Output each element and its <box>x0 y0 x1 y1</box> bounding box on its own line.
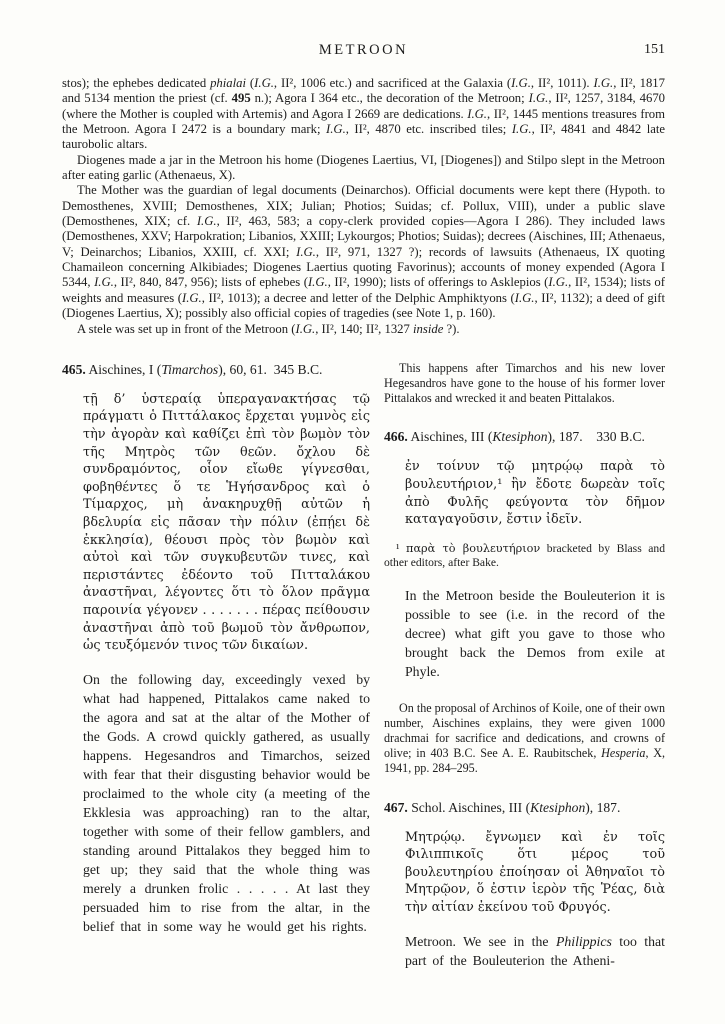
left-column <box>62 361 370 970</box>
intro-paragraph: A stele was set up in front of the Metroon (I.G., II², 140; II², 1327 inside ?). <box>77 321 460 336</box>
right-column <box>384 361 665 970</box>
page-number: 151 <box>644 42 665 57</box>
entry-467-translation: Metroon. We see in the Philippics too that part of the Bouleuterion the Atheni- <box>405 933 665 968</box>
entry-466 <box>384 428 665 776</box>
entry-467-heading: 467. Schol. Aischines, III (Ktesiphon), 187. <box>384 799 621 815</box>
entry-466-greek-quote: ἐν τοίνυν τῷ μητρῴῳ παρὰ τὸ βουλευτήριον,¹ ἣν ἔδοτε δωρεὰν τοῖς ἀπὸ Φυλῆς φεύγοντα τὸν δῆμον καταγαγοῦσιν, ἔστιν ἰδεῖν. <box>405 459 665 528</box>
intro-paragraph: The Mother was the guardian of legal documents (Deinarchos). Official documents were kept there (Hypoth. to Demosthenes, XVIII; Demosthenes, XIX; Julian; Photios; Suidas; cf. Pollux, VIII), under a public slave (Demosthenes, XIX; cf. I.G., II², 463, 583; a copy-clerk provided copies—Agora I 286). They included laws (Demosthenes, XXV; Harpokration; Libanios, XXIII; Lykourgos; Photios; Suidas); decrees (Aischines, III; Athenaeus, V; Deinarchos; Libanios, XXIII, cf. XXI; I.G., II², 971, 1327 ?); records of lawsuits (Athenaeus, IX quoting Chamaileon concerning Alkibiades; Diogenes Laertius quoting Favorinus); accounts of money expended (Agora I 5344, I.G., II², 840, 847, 956); lists of ephebes (I.G., II², 1990); lists of offerings to Asklepios (I.G., II², 1534); lists of weights and measures (I.G., II², 1013); a decree and letter of the Delphic Amphiktyons (I.G., II², 1132); a deed of gift (Diogenes Laertius, X); possibly also official copies of tragedies (see Note 1, p. 160). <box>62 183 666 321</box>
entry-465-commentary-note: This happens after Timarchos and his new lover Hegesandros have gone to the house of his former lover Pittalakos and wrecked it and beaten Pittalakos. <box>384 360 665 406</box>
entry-465-translation: On the following day, exceedingly vexed by what had happened, Pittalakos came naked to the agora and sat at the altar of the Mother of the Gods. A crowd quickly gathered, as usually happens. Hegesandros and Timarchos, seized with fear that their disgusting behavior would be proclaimed to the whole city (a meeting of the Ekklesia was approaching) ran to the altar, together with some of their fellow gamblers, and standing around Pittalakos they begged him to get up; they said that the whole thing was merely a drunken frolic . . . . . At last they persuaded him to rise from the altar, in the belief that in some way he would get his rights. <box>83 671 370 934</box>
entry-465-greek-quote: τῇ δ’ ὑστεραίᾳ ὑπεραγανακτήσας τῷ πράγματι ὁ Πιττάλακος ἔρχεται γυμνὸς εἰς τὴν ἀγορὰν καὶ καθίζει ἐπὶ τὸν βωμὸν τὸν τῆς Μητρὸς τῶν θεῶν. ὄχλου δὲ συνδραμόντος, οἷον εἴωθε γίγνεσθαι, φοβηθέντες ὅ τε Ἡγήσανδρος καὶ ὁ Τίμαρχος, μὴ ἀνακηρυχθῇ αὐτῶν ἡ βδελυρία εἰς πᾶσαν τὴν πόλιν (ἐπῄει δὲ ἐκκλησία), θέουσι πρὸς τὸν βωμὸν καὶ αὐτοὶ καὶ τῶν συγκυβευτῶν τινες, καὶ περιστάντες ἐδέοντο τοῦ Πιτταλάκου ἀναστῆναι, λέγοντες ὅτι τὸ ὅλον πρᾶγμα παροινία γέγονεν . . . . . . . πέρας πείθουσιν ἀναστῆναι ἀπὸ τοῦ βωμοῦ τὸν ἄνθρωπον, ὡς τευξόμενόν τινος τῶν δικαίων. <box>83 391 370 654</box>
entry-466-commentary-note: On the proposal of Archinos of Koile, one of their own number, Aischines explains, they were given 1000 drachmai for sacrifice and dedications, and crowns of olive; in 403 B.C. See A. E. Raubitschek, Hesperia, X, 1941, pp. 284–295. <box>384 700 665 776</box>
entry-467 <box>384 799 665 970</box>
intro-section <box>62 76 665 337</box>
entry-467-greek-quote: Μητρῴῳ. ἔγνωμεν καὶ ἐν τοῖς Φιλιππικοῖς ὅτι μέρος τοῦ βουλευτηρίου ἐποίησαν οἱ Ἀθηναῖοι τὸ Μητρῷον, ὅ ἐστιν ἱερὸν τῆς Ῥέας, διὰ τὴν αἰτίαν ἐκείνου τοῦ Φρυγός. <box>405 829 665 916</box>
intro-paragraph: stos); the ephebes dedicated phialai (I.G., II², 1006 etc.) and sacrificed at the Galaxia (I.G., II², 1011). I.G., II², 1817 and 5134 mention the priest (cf. 495 n.); Agora I 364 etc., the decoration of the Metroon; I.G., II², 1257, 3184, 4670 (where the Mother is coupled with Artemis) and Agora I 2669 are dedications. I.G., II², 1445 mentions treasures from the Metroon. Agora I 2472 is a boundary mark; I.G., II², 4870 etc. inscribed tiles; I.G., II², 4841 and 4842 late taurobolic altars. <box>62 76 666 152</box>
entry-465-heading: 465. Aischines, I (Timarchos), 60, 61. 345 B.C. <box>62 361 323 377</box>
running-head-title: METROON <box>318 42 409 58</box>
two-column-section <box>62 361 665 970</box>
page-header <box>62 42 665 64</box>
entry-466-translation: In the Metroon beside the Bouleuterion it is possible to see (i.e. in the record of the decree) what gift you gave to those who brought back the Demos from exile at Phyle. <box>405 587 665 679</box>
entry-466-heading: 466. Aischines, III (Ktesiphon), 187. 330 B.C. <box>384 429 645 445</box>
entry-465 <box>62 361 370 936</box>
intro-paragraph: Diogenes made a jar in the Metroon his home (Diogenes Laertius, VI, [Diogenes]) and Stilpo slept in the Metroon after eating garlic (Athenaeus, X). <box>62 152 665 183</box>
entry-466-footnote: ¹ παρὰ τὸ βουλευτήριον bracketed by Blass and other editors, after Bake. <box>384 541 666 570</box>
